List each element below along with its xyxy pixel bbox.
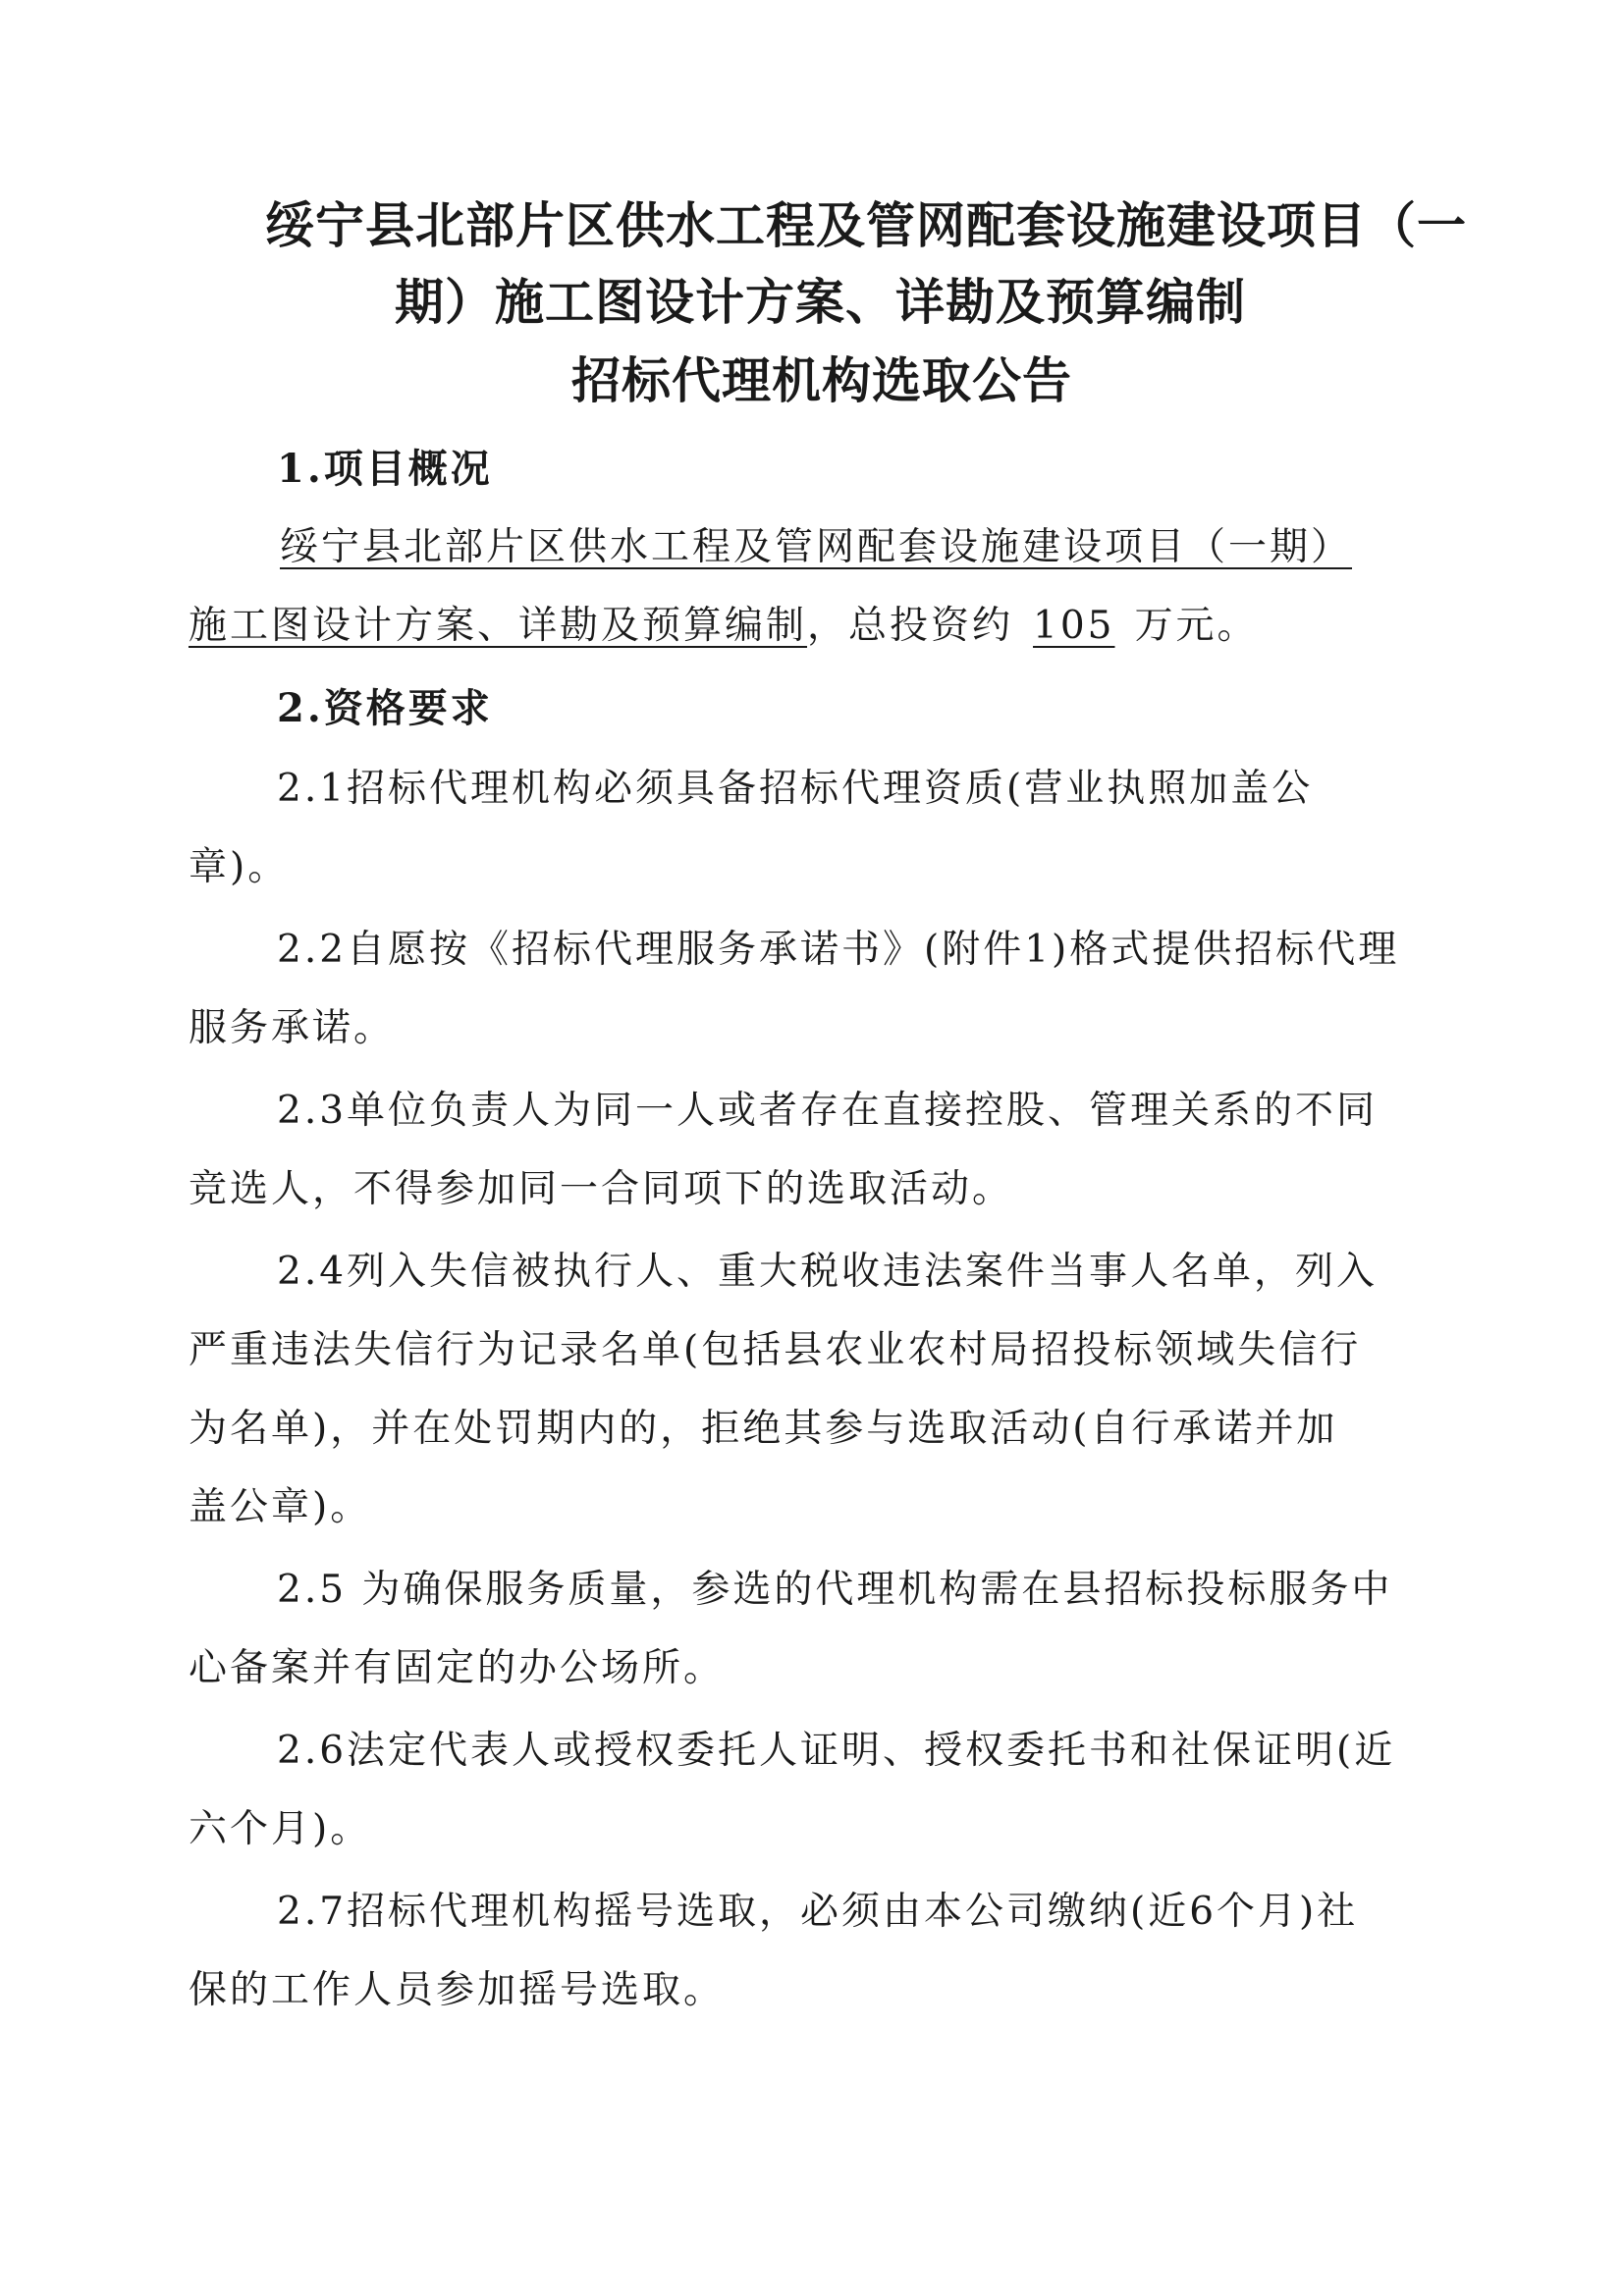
invest-amount: 105 bbox=[1033, 604, 1115, 648]
item-2-2-line-2: 服务承诺。 bbox=[189, 1006, 396, 1050]
project-name-line-1 bbox=[280, 516, 1352, 571]
item-2-4-line-1: 2.4列入失信被执行人、重大税收违法案件当事人名单，列入 bbox=[277, 1250, 1379, 1294]
item-2-4-line-4: 盖公章)。 bbox=[189, 1485, 372, 1529]
item-2-5-line-1: 2.5 为确保服务质量，参选的代理机构需在县招标投标服务中 bbox=[277, 1568, 1393, 1612]
item-2-7-line-2: 保的工作人员参加摇号选取。 bbox=[189, 1968, 726, 2012]
item-2-3-line-1: 2.3单位负责人为同一人或者存在直接控股、管理关系的不同 bbox=[277, 1089, 1379, 1133]
notice-title-line-2: 期）施工图设计方案、详勘及预算编制 bbox=[395, 273, 1246, 331]
section-2-heading: 2.资格要求 bbox=[277, 685, 493, 731]
item-2-4-line-3: 为名单)，并在处罚期内的，拒绝其参与选取活动(自行承诺并加 bbox=[189, 1407, 1338, 1451]
item-2-4-line-2: 严重违法失信行为记录名单(包括县农业农村局招投标领域失信行 bbox=[189, 1328, 1362, 1372]
invest-suffix: 万元。 bbox=[1134, 604, 1259, 648]
item-2-6-line-2: 六个月)。 bbox=[189, 1807, 372, 1851]
item-2-2-line-1: 2.2自愿按《招标代理服务承诺书》(附件1)格式提供招标代理 bbox=[277, 928, 1400, 972]
section-1-heading: 1.项目概况 bbox=[277, 446, 493, 492]
notice-title-line-1: 绥宁县北部片区供水工程及管网配套设施建设项目（一 bbox=[265, 196, 1467, 254]
item-2-1-line-2: 章)。 bbox=[189, 845, 290, 889]
project-name-part-1: 绥宁县北部片区供水工程及管网配套设施建设项目（一期） bbox=[280, 525, 1353, 569]
item-2-6-line-1: 2.6法定代表人或授权委托人证明、授权委托书和社保证明(近 bbox=[277, 1729, 1396, 1773]
notice-title-line-3: 招标代理机构选取公告 bbox=[571, 351, 1072, 409]
item-2-5-line-2: 心备案并有固定的办公场所。 bbox=[189, 1646, 726, 1690]
project-name-line-2 bbox=[189, 595, 1259, 650]
project-name-part-2: 施工图设计方案、详勘及预算编制 bbox=[189, 604, 808, 648]
item-2-7-line-1: 2.7招标代理机构摇号选取，必须由本公司缴纳(近6个月)社 bbox=[277, 1890, 1359, 1934]
item-2-1-line-1: 2.1招标代理机构必须具备招标代理资质(营业执照加盖公 bbox=[277, 767, 1314, 811]
invest-prefix: ，总投资约 bbox=[807, 604, 1014, 648]
item-2-3-line-2: 竞选人，不得参加同一合同项下的选取活动。 bbox=[189, 1167, 1014, 1211]
